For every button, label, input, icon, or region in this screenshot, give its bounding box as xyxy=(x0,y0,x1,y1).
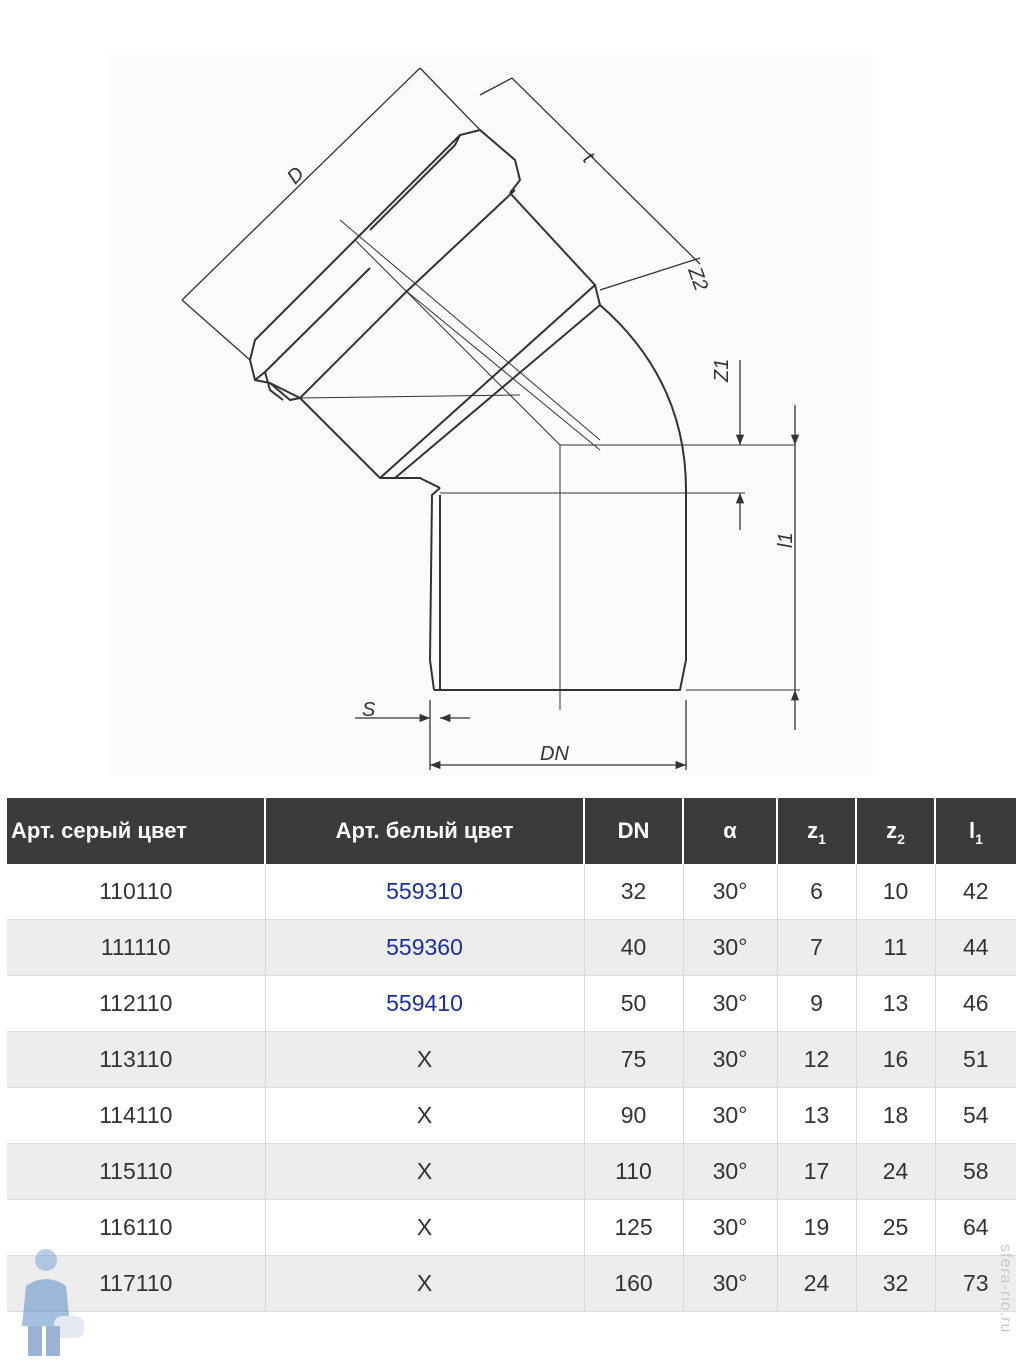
cell-dn: 125 xyxy=(584,1200,683,1256)
cell-art-white: X xyxy=(265,1032,584,1088)
cell-dn: 110 xyxy=(584,1144,683,1200)
cell-l1: 73 xyxy=(935,1256,1016,1312)
table-header-row xyxy=(7,798,1016,864)
cell-art-white: X xyxy=(265,1200,584,1256)
cell-z2: 10 xyxy=(856,864,935,920)
cell-art-grey: 116110 xyxy=(7,1200,265,1256)
cell-art-grey: 117110 xyxy=(7,1256,265,1312)
header-dn: DN xyxy=(584,798,683,864)
cell-l1: 64 xyxy=(935,1200,1016,1256)
cell-l1: 42 xyxy=(935,864,1016,920)
cell-z1: 7 xyxy=(777,920,856,976)
label-l1: l1 xyxy=(775,532,797,548)
watermark-text: sfera-rio.ru xyxy=(997,1244,1014,1334)
table-row xyxy=(7,1032,1016,1088)
cell-art-grey: 115110 xyxy=(7,1144,265,1200)
cell-art-white-link[interactable]: 559410 xyxy=(265,976,584,1032)
label-z2: Z2 xyxy=(683,264,712,294)
cell-art-white: X xyxy=(265,1144,584,1200)
table-row xyxy=(7,1256,1016,1312)
cell-art-white-link[interactable]: 559310 xyxy=(265,864,584,920)
header-z2-base: z xyxy=(886,818,898,843)
header-l1-sub: 1 xyxy=(975,831,983,847)
cell-art-white: X xyxy=(265,1256,584,1312)
cell-dn: 32 xyxy=(584,864,683,920)
header-z2-sub: 2 xyxy=(897,831,905,847)
table-row xyxy=(7,1088,1016,1144)
header-l1 xyxy=(935,798,1016,864)
header-l1-base: l xyxy=(969,818,976,843)
cell-l1: 54 xyxy=(935,1088,1016,1144)
cell-z1: 19 xyxy=(777,1200,856,1256)
cell-art-grey: 111110 xyxy=(7,920,265,976)
cell-alpha: 30° xyxy=(683,1032,777,1088)
cell-z1: 12 xyxy=(777,1032,856,1088)
header-art-white: Арт. белый цвет xyxy=(265,798,584,864)
cell-z2: 18 xyxy=(856,1088,935,1144)
cell-dn: 160 xyxy=(584,1256,683,1312)
header-z1 xyxy=(777,798,856,864)
header-z1-base: z xyxy=(807,818,819,843)
cell-alpha: 30° xyxy=(683,1256,777,1312)
label-t: t xyxy=(578,147,598,168)
cell-z2: 11 xyxy=(856,920,935,976)
cell-alpha: 30° xyxy=(683,1144,777,1200)
table-row xyxy=(7,1144,1016,1200)
cell-art-grey: 110110 xyxy=(7,864,265,920)
cell-alpha: 30° xyxy=(683,1088,777,1144)
cell-z1: 9 xyxy=(777,976,856,1032)
cell-l1: 46 xyxy=(935,976,1016,1032)
cell-z2: 13 xyxy=(856,976,935,1032)
cell-art-white: X xyxy=(265,1088,584,1144)
plumber-mascot-icon xyxy=(8,1246,88,1362)
table-row xyxy=(7,920,1016,976)
cell-z1: 13 xyxy=(777,1088,856,1144)
cell-art-grey: 112110 xyxy=(7,976,265,1032)
spec-table xyxy=(7,798,1016,1312)
header-art-grey: Арт. серый цвет xyxy=(7,798,265,864)
cell-art-white-link[interactable]: 559360 xyxy=(265,920,584,976)
table-row xyxy=(7,1200,1016,1256)
cell-dn: 50 xyxy=(584,976,683,1032)
cell-art-grey: 114110 xyxy=(7,1088,265,1144)
cell-z1: 24 xyxy=(777,1256,856,1312)
cell-dn: 75 xyxy=(584,1032,683,1088)
label-s: S xyxy=(362,699,376,721)
table-row xyxy=(7,864,1016,920)
cell-z2: 24 xyxy=(856,1144,935,1200)
cell-z2: 16 xyxy=(856,1032,935,1088)
cell-z1: 6 xyxy=(777,864,856,920)
header-z1-sub: 1 xyxy=(818,831,826,847)
site-watermark xyxy=(994,1244,1016,1362)
header-alpha: α xyxy=(683,798,777,864)
table-row xyxy=(7,976,1016,1032)
cell-l1: 58 xyxy=(935,1144,1016,1200)
cell-z1: 17 xyxy=(777,1144,856,1200)
cell-alpha: 30° xyxy=(683,864,777,920)
cell-l1: 44 xyxy=(935,920,1016,976)
header-z2 xyxy=(856,798,935,864)
label-z1: Z1 xyxy=(711,358,733,382)
cell-alpha: 30° xyxy=(683,976,777,1032)
label-d: D xyxy=(282,162,309,189)
cell-alpha: 30° xyxy=(683,1200,777,1256)
cell-alpha: 30° xyxy=(683,920,777,976)
cell-dn: 90 xyxy=(584,1088,683,1144)
cell-l1: 51 xyxy=(935,1032,1016,1088)
cell-z2: 25 xyxy=(856,1200,935,1256)
label-dn: DN xyxy=(540,743,569,765)
cell-dn: 40 xyxy=(584,920,683,976)
cell-art-grey: 113110 xyxy=(7,1032,265,1088)
cell-z2: 32 xyxy=(856,1256,935,1312)
